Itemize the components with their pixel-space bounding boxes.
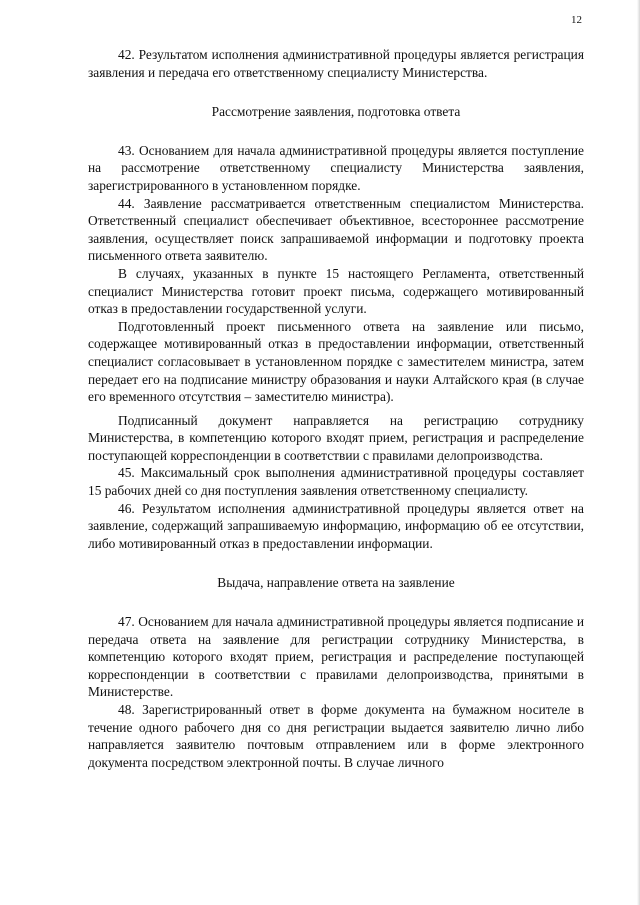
paragraph-45: 45. Максимальный срок выполнения административной процедуры составляет 15 рабочих дней со дня поступления заявления ответственному специалисту.: [88, 465, 584, 499]
section-heading-review: Рассмотрение заявления, подготовка ответа: [211, 104, 461, 120]
spacer: [88, 81, 584, 103]
paragraph-46: 46. Результатом исполнения административной процедуры является ответ на заявление, содержащий запрашиваемую информацию, информацию об ее отсутствии, либо мотивированный отказ в предоставлении информации.: [88, 500, 584, 551]
paragraph-43: 43. Основанием для начала административной процедуры является поступление на рассмотрение ответственному специалисту Министерства заявления, зарегистрированного в установленном порядке.: [88, 142, 584, 193]
document-body: [88, 46, 584, 771]
paragraph-44: 44. Заявление рассматривается ответственным специалистом Министерства. Ответственный специалист обеспечивает объективное, всестороннее рассмотрение заявления, осуществляет поиск запрашиваемой информации и подготовку проекта письменного ответа заявителю.: [88, 195, 584, 264]
page-number: 12: [571, 14, 582, 26]
spacer: [88, 592, 584, 613]
paragraph-42: 42. Результатом исполнения административной процедуры является регистрация заявления и передача его ответственному специалисту Министерства.: [88, 47, 584, 80]
paragraph-44-registration: Подписанный документ направляется на регистрацию сотруднику Министерства, в компетенцию которого входят прием, регистрация и распределение поступающей корреспонденции в соответствии с правилами делопроизводства.: [88, 412, 584, 463]
paragraph-44-cases: В случаях, указанных в пункте 15 настоящего Регламента, ответственный специалист Министерства готовит проект письма, содержащего мотивированный отказ в предоставлении государственной услуги.: [88, 265, 584, 317]
paragraph-44-approval: Подготовленный проект письменного ответа на заявление или письмо, содержащее мотивированный отказ в предоставлении информации, ответственный специалист согласовывает в установленном порядке с заместителем министра, затем передает его на подписание министру образования и науки Алтайского края (в случае его временного отсутствия – заместителю министра).: [88, 318, 584, 405]
section-heading-issuance: Выдача, направление ответа на заявление: [217, 575, 455, 591]
paragraph-47: 47. Основанием для начала административной процедуры является подписание и передача ответа на заявление для регистрации сотруднику Министерства, в компетенцию которого входят прием, регистрация и распределение поступающей корреспонденции в соответствии с правилами делопроизводства, принятыми в Министерстве.: [88, 614, 584, 700]
paragraph-48: 48. Зарегистрированный ответ в форме документа на бумажном носителе в течение одного рабочего дня со дня регистрации выдается заявителю лично либо направляется заявителю почтовым отправлением или в форме электронного документа посредством электронной почты. В случае личного: [88, 702, 584, 770]
spacer: [88, 552, 584, 574]
spacer: [88, 121, 584, 142]
